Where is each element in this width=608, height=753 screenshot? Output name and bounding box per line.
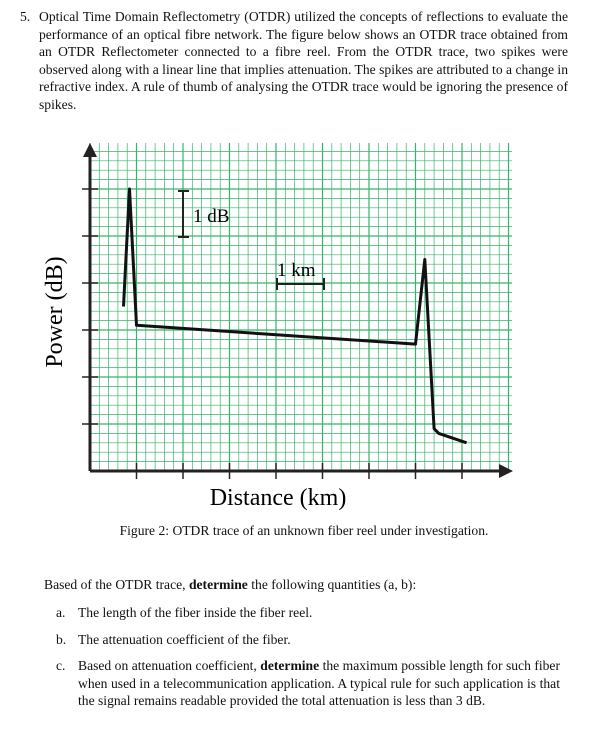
- list-item: b. The attenuation coefficient of the fiber.: [56, 631, 291, 647]
- x-axis-label: Distance (km): [209, 485, 347, 511]
- figure-caption: Figure 2: OTDR trace of an unknown fiber reel under investigation.: [119, 523, 489, 538]
- y-axis-arrow: [83, 143, 97, 157]
- y-axis-label: Power (dB): [42, 256, 68, 368]
- task-intro: Based of the OTDR trace, determine the following quantities (a, b):: [44, 577, 417, 592]
- chart-grid: [90, 143, 512, 471]
- question-text: Optical Time Domain Reflectometry (OTDR) utilized the concepts of reflections to evaluate the performance of an optical fibre network. The figure below shows an OTDR trace obtained from an OTDR Reflectometer connected to a fibre reel. From the OTDR trace, two spikes were observed along with a linear line that implies attenuation. The spikes are attributed to a change in refractive index. A rule of thumb of analysing the OTDR trace would be ignoring the presence of spikes.: [39, 9, 568, 112]
- x-scale-label: 1 km: [277, 260, 316, 281]
- task-list: [56, 604, 560, 719]
- list-item: c. Based on attenuation coefficient, determine the maximum possible length for such fiber when used in a telecommunication application. A typical rule for such application is that the signal remains readable provided the total attenuation is less than 3 dB.: [56, 658, 560, 709]
- question-number: 5.: [20, 9, 31, 24]
- y-scale-bar: [178, 191, 189, 237]
- chart-axes: [83, 143, 513, 478]
- y-scale-label: 1 dB: [193, 206, 230, 227]
- list-item: a. The length of the fiber inside the fiber reel.: [56, 605, 313, 620]
- x-axis-arrow: [499, 464, 513, 478]
